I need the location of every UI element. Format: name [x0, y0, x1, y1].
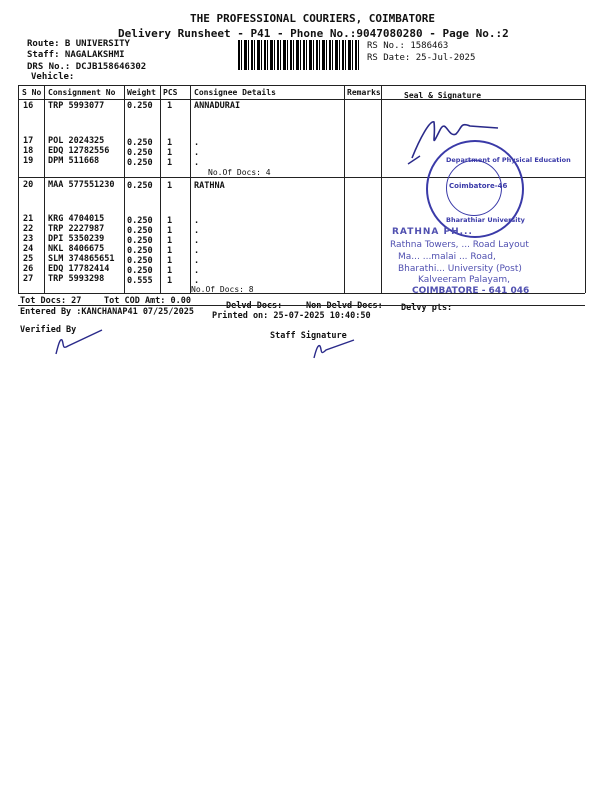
col-header-consignment: Consignment No	[48, 88, 116, 97]
col-header-weight: Weight	[127, 88, 156, 97]
row-pcs: 1	[167, 256, 173, 266]
address-stamp-line: Bharathi... University (Post)	[398, 264, 522, 274]
verifier-signature-icon	[50, 328, 110, 358]
col-rule	[585, 85, 586, 293]
row-consignment: POL 2024325	[48, 136, 105, 146]
seal-ring-top-text: Department of Physical Education	[446, 156, 571, 164]
rs-date: RS Date: 25-Jul-2025	[367, 53, 476, 63]
row-consignee: ANNADURAI	[194, 101, 241, 111]
row-weight: 0.250	[127, 256, 153, 266]
row-sno: 22	[23, 224, 34, 234]
row-sno: 16	[23, 101, 34, 111]
row-weight: 0.250	[127, 101, 153, 111]
row-sno: 26	[23, 264, 34, 274]
col-rule	[18, 85, 19, 293]
staff-label: Staff: NAGALAKSHMI	[27, 50, 125, 60]
row-pcs: 1	[167, 101, 173, 111]
row-consignment: SLM 374865651	[48, 254, 115, 264]
row-consignee: .	[194, 138, 200, 148]
row-pcs: 1	[167, 276, 173, 286]
row-sno: 27	[23, 274, 34, 284]
address-stamp-line: Rathna Towers, ... Road Layout	[390, 240, 529, 250]
address-stamp-line: Ma... ...malai ... Road,	[398, 252, 496, 262]
drs-number: DRS No.: DCJB158646302	[27, 62, 147, 72]
row-weight: 0.250	[127, 266, 153, 276]
row-weight: 0.250	[127, 148, 153, 158]
non-delivered-docs: Non Delvd Docs:	[306, 301, 383, 311]
row-consignee: .	[194, 246, 200, 256]
row-pcs: 1	[167, 236, 173, 246]
row-pcs: 1	[167, 181, 173, 191]
barcode	[238, 40, 360, 70]
row-pcs: 1	[167, 148, 173, 158]
row-weight: 0.250	[127, 138, 153, 148]
row-consignment: EDQ 17782414	[48, 264, 110, 274]
row-consignment: TRP 2227987	[48, 224, 105, 234]
group-doc-count: No.Of Docs: 4	[208, 168, 271, 177]
row-weight: 0.250	[127, 158, 153, 168]
address-stamp-line: COIMBATORE - 641 046	[412, 286, 530, 296]
row-pcs: 1	[167, 138, 173, 148]
row-consignee: .	[194, 158, 200, 168]
staff-signature-label: Staff Signature	[270, 331, 347, 341]
row-weight: 0.250	[127, 216, 153, 226]
row-consignee: .	[194, 276, 200, 286]
row-sno: 23	[23, 234, 34, 244]
rs-number: RS No.: 1586463	[367, 41, 449, 51]
printed-on: Printed on: 25-07-2025 10:40:50	[212, 311, 371, 321]
row-consignee: .	[194, 236, 200, 246]
col-header-sno: S No	[22, 88, 42, 97]
row-sno: 21	[23, 214, 34, 224]
total-docs: Tot Docs: 27	[20, 296, 82, 306]
row-consignment: TRP 5993298	[48, 274, 105, 284]
row-pcs: 1	[167, 158, 173, 168]
row-weight: 0.250	[127, 246, 153, 256]
row-consignment: EDQ 12782556	[48, 146, 110, 156]
col-rule	[44, 85, 45, 293]
col-header-remarks: Remarks	[347, 88, 381, 97]
row-consignment: TRP 5993077	[48, 101, 105, 111]
col-rule	[160, 85, 161, 293]
row-consignee: .	[194, 148, 200, 158]
table-header-rule	[18, 99, 585, 100]
delivered-docs: Delvd Docs:	[226, 301, 283, 311]
delivery-points: Delvy pts:	[401, 303, 453, 313]
seal-center-text: Coimbatore-46	[449, 182, 508, 190]
address-stamp-line: Kalveeram Palayam,	[418, 275, 511, 285]
row-sno: 19	[23, 156, 34, 166]
row-sno: 24	[23, 244, 34, 254]
row-sno: 20	[23, 180, 34, 190]
row-consignment: NKL 8406675	[48, 244, 105, 254]
row-weight: 0.250	[127, 181, 153, 191]
vehicle-label: Vehicle:	[31, 72, 75, 82]
row-consignment: DPI 5350239	[48, 234, 105, 244]
row-consignee: .	[194, 226, 200, 236]
row-consignment: MAA 577551230	[48, 180, 115, 190]
seal-ring-bottom-text: Bharathiar University	[446, 216, 525, 224]
row-pcs: 1	[167, 216, 173, 226]
address-stamp-line: RATHNA PH...	[392, 227, 473, 237]
row-pcs: 1	[167, 266, 173, 276]
col-rule	[344, 85, 345, 293]
staff-signature-icon	[310, 336, 360, 362]
total-cod-amount: Tot COD Amt: 0.00	[104, 296, 191, 306]
row-weight: 0.555	[127, 276, 153, 286]
route-label: Route: B UNIVERSITY	[27, 39, 130, 49]
col-rule	[190, 85, 191, 293]
group-doc-count: No.Of Docs: 8	[191, 285, 254, 294]
entered-by: Entered By :KANCHANAP41 07/25/2025	[20, 307, 194, 317]
row-weight: 0.250	[127, 226, 153, 236]
footer-rule	[18, 305, 585, 306]
row-pcs: 1	[167, 246, 173, 256]
col-rule	[124, 85, 125, 293]
runsheet-title: Delivery Runsheet - P41 - Phone No.:9047080280 - Page No.:2	[118, 27, 509, 40]
row-consignee: .	[194, 216, 200, 226]
row-consignee: RATHNA	[194, 181, 225, 191]
row-sno: 25	[23, 254, 34, 264]
verified-by-label: Verified By	[20, 325, 77, 335]
row-sno: 17	[23, 136, 34, 146]
col-rule	[381, 85, 382, 293]
row-pcs: 1	[167, 226, 173, 236]
row-consignment: KRG 4704015	[48, 214, 105, 224]
row-consignment: DPM 511668	[48, 156, 100, 166]
row-consignee: .	[194, 266, 200, 276]
row-weight: 0.250	[127, 236, 153, 246]
col-header-pcs: PCS	[163, 88, 178, 97]
row-consignee: .	[194, 256, 200, 266]
col-header-consignee: Consignee Details	[194, 88, 276, 97]
company-title: THE PROFESSIONAL COURIERS, COIMBATORE	[190, 12, 436, 25]
table-top-rule	[18, 85, 585, 86]
col-header-seal: Seal & Signature	[404, 91, 482, 100]
row-sno: 18	[23, 146, 34, 156]
